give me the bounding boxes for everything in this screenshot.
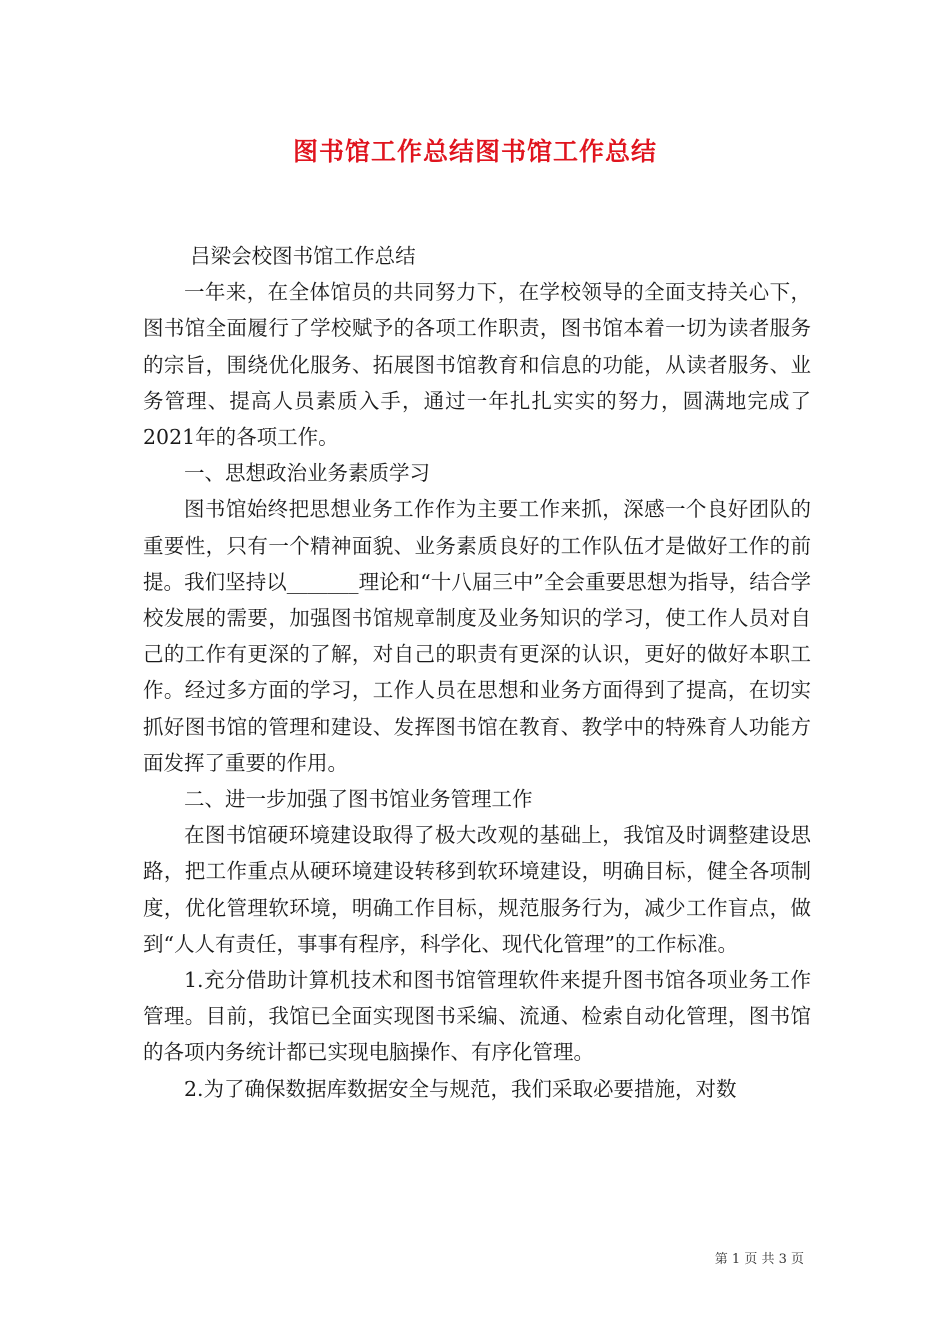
paragraph-subtitle: 吕梁会校图书馆工作总结 — [190, 244, 416, 268]
document-body — [143, 238, 811, 1107]
paragraph-section-2: 在图书馆硬环境建设取得了极大改观的基础上，我馆及时调整建设思路，把工作重点从硬环境建设转移到软环境建设，明确目标，健全各项制度，优化管理软环境，明确工作目标，规范服务行为，减少工作盲点，做到“人人有责任，事事有程序，科学化、现代化管理”的工作标准。 — [143, 823, 811, 956]
section-heading-2: 二、进一步加强了图书馆业务管理工作 — [184, 787, 533, 812]
paragraph-intro: 一年来，在全体馆员的共同努力下，在学校领导的全面支持关心下，图书馆全面履行了学校赋予的各项工作职责，图书馆本着一切为读者服务的宗旨，围绕优化服务、拓展图书馆教育和信息的功能，从读者服务、业务管理、提高人员素质入手，通过一年扎扎实实的努力，圆满地完成了2021年的各项工作。 — [143, 280, 811, 450]
paragraph-item-1: 1.充分借助计算机技术和图书馆管理软件来提升图书馆各项业务工作管理。目前，我馆已全面实现图书采编、流通、检索自动化管理，图书馆的各项内务统计都已实现电脑操作、有序化管理。 — [143, 968, 811, 1065]
paragraph-item-2: 2.为了确保数据库数据安全与规范，我们采取必要措施，对数 — [184, 1076, 737, 1101]
document-title: 图书馆工作总结图书馆工作总结 — [292, 137, 657, 166]
paragraph-section-1: 图书馆始终把思想业务工作作为主要工作来抓，深感一个良好团队的重要性，只有一个精神面貌、业务素质良好的工作队伍才是做好工作的前提。我们坚持以_______理论和“十八届三中”全会重要思想为指导，结合学校发展的需要，加强图书馆规章制度及业务知识的学习，使工作人员对自己的工作有更深的了解，对自己的职责有更深的认识，更好的做好本职工作。经过多方面的学习，工作人员在思想和业务方面得到了提高，在切实抓好图书馆的管理和建设、发挥图书馆在教育、教学中的特殊育人功能方面发挥了重要的作用。 — [143, 497, 811, 775]
page-footer: 第 1 页 共 3 页 — [714, 1252, 804, 1267]
section-heading-1: 一、思想政治业务素质学习 — [184, 461, 430, 486]
